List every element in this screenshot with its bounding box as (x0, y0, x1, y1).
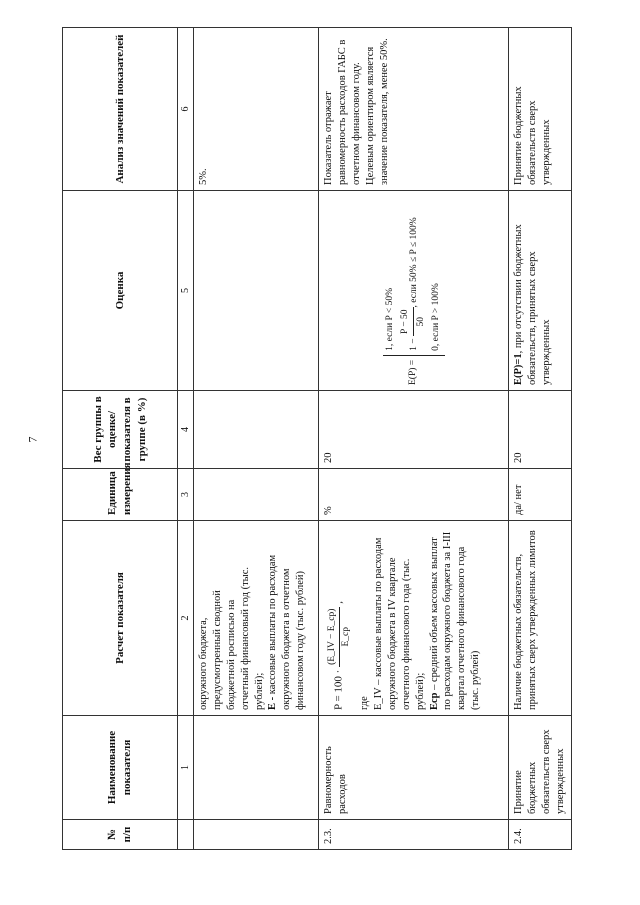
header-weight: Вес группы в оценке/ показателя в группе (в %) (63, 391, 178, 469)
score-case-2-denominator: 50 (416, 316, 427, 327)
header-row (63, 28, 178, 850)
column-number: 6 (178, 28, 194, 191)
score-case-2 (398, 217, 429, 350)
formula-fraction (326, 607, 352, 667)
formula-numerator: (E_IV − E_ср) (326, 607, 340, 667)
column-number: 5 (178, 191, 194, 391)
e-text: кассовые выплаты по расходам окружного бюджета в отчетном финансовом году (тыс. рублей) (267, 554, 307, 710)
calc-e-definition (266, 526, 308, 710)
cell-number: 2.3. (319, 820, 509, 850)
column-number: 1 (178, 716, 194, 820)
cell-weight (194, 391, 319, 469)
score-case-3: 0, если P > 100% (431, 283, 442, 351)
rotated-table-container (62, 28, 566, 850)
score-case-2-fraction (398, 307, 429, 336)
cell-calculation: Наличие бюджетных обязательств, принятых сверх утвержденных лимитов (509, 521, 571, 716)
score-case-2-numerator: P − 50 (398, 307, 414, 336)
cell-name: Принятие бюджетных обязательств сверх утвержденных (509, 716, 571, 820)
score-case-2-prefix: 1 − (408, 338, 419, 351)
table-row-2-4 (509, 28, 571, 850)
cell-analysis: Принятие бюджетных обязательств сверх утвержденных (509, 28, 571, 191)
header-score: Оценка (63, 191, 178, 391)
formula-end: , (332, 601, 345, 604)
column-number: 3 (178, 469, 194, 521)
indicator-table (62, 27, 572, 850)
formula-p (326, 526, 352, 710)
score-bold: E(P)=1 (513, 353, 525, 385)
cell-score (319, 191, 509, 391)
cell-name: Равномерность расходов (319, 716, 509, 820)
ecp-definition (428, 526, 483, 710)
eiv-label: Е_IV (373, 687, 385, 710)
header-number: № п/п (63, 820, 178, 850)
column-number-empty (178, 820, 194, 850)
calc-line: бюджетной росписью на (225, 599, 237, 710)
formula-left: P = 100 · (332, 669, 345, 710)
cell-calculation (194, 521, 319, 716)
cell-unit (194, 469, 319, 521)
score-case-1: 1, если P < 50% (384, 288, 395, 351)
cell-score (509, 191, 571, 391)
score-cases (383, 217, 445, 355)
eiv-definition (372, 526, 427, 710)
cell-calculation (319, 521, 509, 716)
page-number: 7 (25, 436, 40, 443)
header-unit: Единица измерения (63, 469, 178, 521)
cell-analysis: 5%. (194, 28, 319, 191)
ecp-text: – средний объем кассовых выплат по расходам окружного бюджета за I-III квартал отчетного финансового года (тыс. рублей) (428, 531, 482, 710)
cell-name (194, 716, 319, 820)
calc-line: предусмотренный сводной (212, 590, 224, 710)
cell-unit: % (319, 469, 509, 521)
formula-where: где (359, 696, 371, 710)
header-calculation: Расчет показателя (63, 521, 178, 716)
score-lhs: E(P) = (408, 359, 419, 385)
cell-analysis: Показатель отражает равномерность расходов ГАБС в отчетном финансовом году. Целевым ориентиром является значение показателя, менее 50%. (319, 28, 509, 191)
cell-score (194, 191, 319, 391)
cell-number: 2.4. (509, 820, 571, 850)
calc-line: окружного бюджета, (198, 617, 210, 710)
table-row-continuation (194, 28, 319, 850)
formula-denominator: E_ср (340, 626, 351, 647)
cell-weight: 20 (319, 391, 509, 469)
calc-line: отчетный финансовый год (тыс. (239, 566, 251, 710)
column-number-row (178, 28, 194, 850)
column-number: 2 (178, 521, 194, 716)
ecp-label: Еср (428, 692, 440, 710)
table-row-2-3 (319, 28, 509, 850)
header-name: Наименование показателя (63, 716, 178, 820)
score-text: , при отсутствии бюджетных обязательств, принятых сверх утвержденных (513, 224, 552, 385)
score-case-2-tail: , если 50% ≤ P ≤ 100% (408, 217, 419, 308)
cell-number (194, 820, 319, 850)
e-label: Е - (267, 694, 279, 710)
score-formula (383, 196, 445, 385)
column-number: 4 (178, 391, 194, 469)
calc-line: рублей); (253, 672, 265, 710)
cell-weight: 20 (509, 391, 571, 469)
cell-unit: да/ нет (509, 469, 571, 521)
eiv-text: – кассовые выплаты по расходам окружного бюджета в IV квартале отчетного финансового года (тыс. рублей); (373, 537, 426, 710)
header-analysis: Анализ значений показателей (63, 28, 178, 191)
